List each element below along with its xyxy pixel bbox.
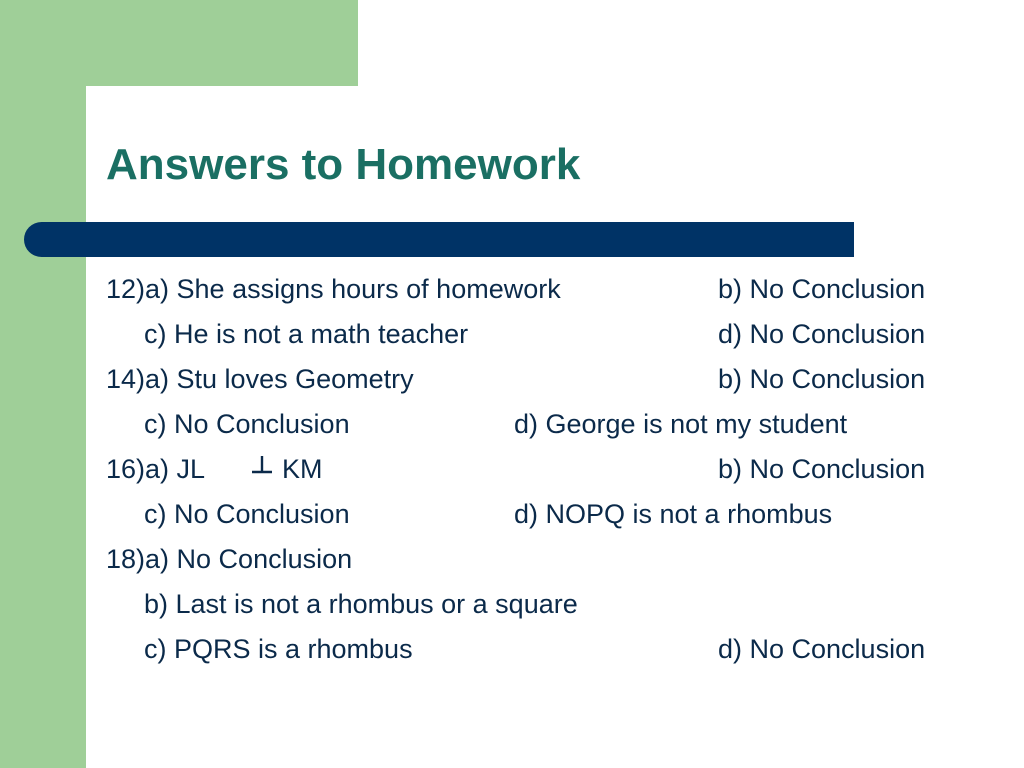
answer-16a-suffix: KM [282,454,323,484]
answer-18b: b) Last is not a rhombus or a square [144,589,578,619]
answer-18a: 18)a) No Conclusion [106,544,353,574]
answer-16c: c) No Conclusion [144,499,350,529]
answer-12b: b) No Conclusion [718,274,926,304]
answer-14d: d) George is not my student [514,409,848,439]
answer-14b: b) No Conclusion [718,364,926,394]
answer-18d: d) No Conclusion [718,634,926,664]
answer-14a: 14)a) Stu loves Geometry [106,364,414,394]
answer-12c: c) He is not a math teacher [144,319,469,349]
answer-12a: 12)a) She assigns hours of homework [106,274,561,304]
answer-16d: d) NOPQ is not a rhombus [514,499,833,529]
answer-16a-prefix: 16)a) JL [106,454,206,484]
answer-14c: c) No Conclusion [144,409,350,439]
slide-title: Answers to Homework [106,140,581,189]
answer-18c: c) PQRS is a rhombus [144,634,413,664]
answer-12d: d) No Conclusion [718,319,926,349]
answer-16b: b) No Conclusion [718,454,926,484]
perpendicular-icon [250,454,274,474]
